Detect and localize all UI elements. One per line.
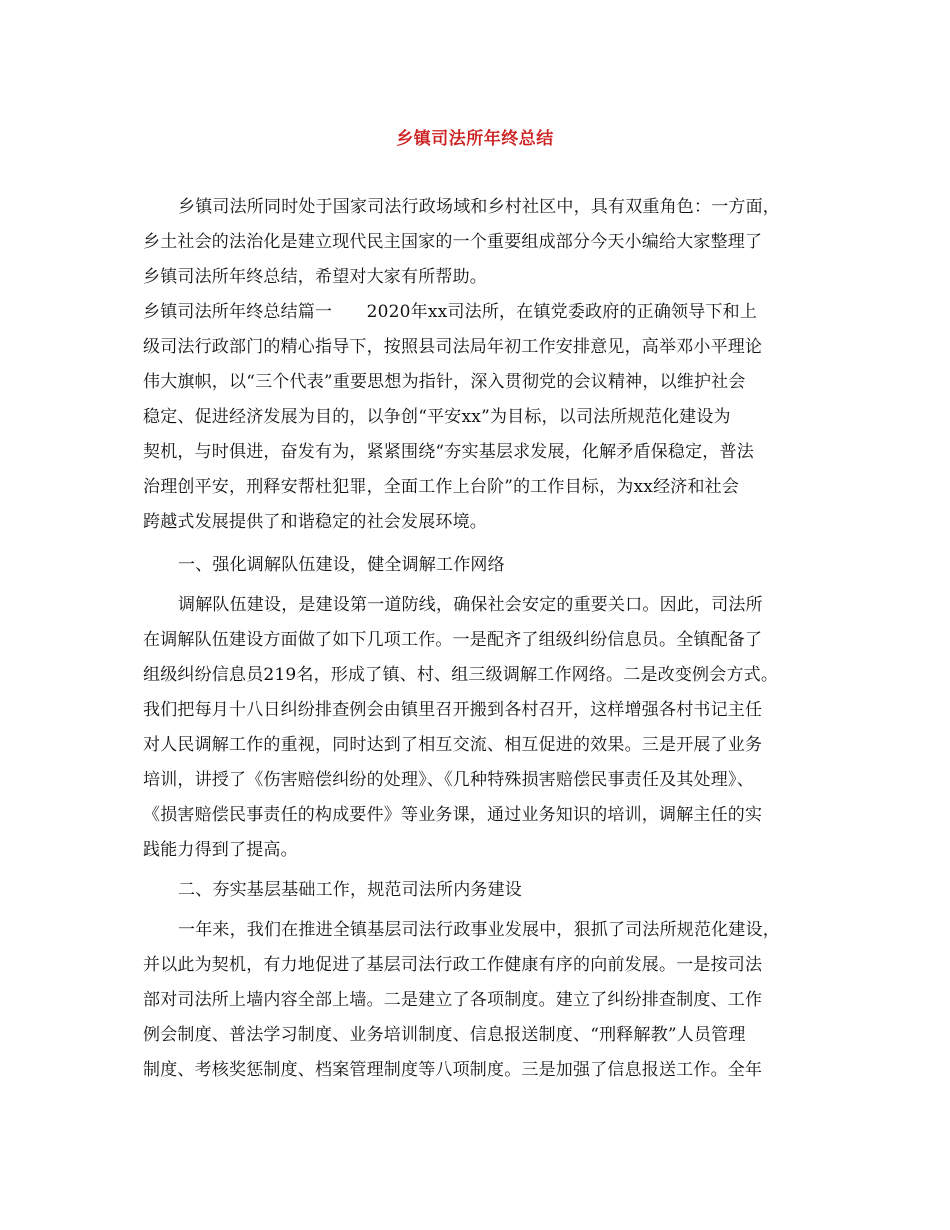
paragraph-line: 稳定、促进经济发展为目的，以争创“平安xx”为目标，以司法所规范化建设为	[143, 407, 731, 427]
paragraph-line: 制度、考核奖惩制度、档案管理制度等八项制度。三是加强了信息报送工作。全年	[143, 1060, 763, 1080]
paragraph-line: 并以此为契机，有力地促进了基层司法行政工作健康有序的向前发展。一是按司法	[143, 955, 763, 975]
paragraph-line: 伟大旗帜，以“三个代表”重要思想为指针，深入贯彻党的会议精神，以维护社会	[143, 372, 746, 392]
paragraph-line: 契机，与时俱进，奋发有为，紧紧围绕“夯实基层求发展，化解矛盾保稳定，普法	[143, 442, 754, 462]
paragraph-line: 乡镇司法所年终总结，希望对大家有所帮助。	[143, 267, 487, 287]
paragraph-line: 跨越式发展提供了和谐稳定的社会发展环境。	[143, 512, 487, 532]
paragraph-line: 部对司法所上墙内容全部上墙。二是建立了各项制度。建立了纠纷排查制度、工作	[143, 990, 763, 1010]
paragraph-line: 在调解队伍建设方面做了如下几项工作。一是配齐了组级纠纷信息员。全镇配备了	[143, 630, 763, 650]
section-heading: 二、夯实基层基础工作，规范司法所内务建设	[178, 880, 522, 900]
paragraph-line: 组级纠纷信息员219名，形成了镇、村、组三级调解工作网络。二是改变例会方式。	[143, 665, 779, 685]
section-heading: 一、强化调解队伍建设，健全调解工作网络	[178, 555, 505, 575]
paragraph-line: 对人民调解工作的重视，同时达到了相互交流、相互促进的效果。三是开展了业务	[143, 735, 763, 755]
paragraph-line: 我们把每月十八日纠纷排查例会由镇里召开搬到各村召开，这样增强各村书记主任	[143, 700, 763, 720]
paragraph-line: 乡镇司法所年终总结篇一 2020年xx司法所，在镇党委政府的正确领导下和上	[143, 302, 758, 322]
paragraph-line: 践能力得到了提高。	[143, 840, 298, 860]
paragraph-line: 乡土社会的法治化是建立现代民主国家的一个重要组成部分今天小编给大家整理了	[143, 232, 763, 252]
paragraph-line: 培训，讲授了《伤害赔偿纠纷的处理》、《几种特殊损害赔偿民事责任及其处理》、	[143, 770, 754, 790]
paragraph-line: 调解队伍建设，是建设第一道防线，确保社会安定的重要关口。因此，司法所	[178, 595, 763, 615]
document-title: 乡镇司法所年终总结	[396, 129, 554, 149]
paragraph-line: 级司法行政部门的精心指导下，按照县司法局年初工作安排意见，高举邓小平理论	[143, 337, 763, 357]
paragraph-line: 治理创平安，刑释安帮杜犯罪，全面工作上台阶”的工作目标，为xx经济和社会	[143, 477, 740, 497]
paragraph-line: 例会制度、普法学习制度、业务培训制度、信息报送制度、“刑释解教”人员管理	[143, 1025, 746, 1045]
paragraph-line: 一年来，我们在推进全镇基层司法行政事业发展中，狠抓了司法所规范化建设，	[178, 920, 780, 940]
paragraph-line: 乡镇司法所同时处于国家司法行政场域和乡村社区中，具有双重角色：一方面，	[178, 197, 780, 217]
paragraph-line: 《损害赔偿民事责任的构成要件》等业务课，通过业务知识的培训，调解主任的实	[143, 805, 763, 825]
